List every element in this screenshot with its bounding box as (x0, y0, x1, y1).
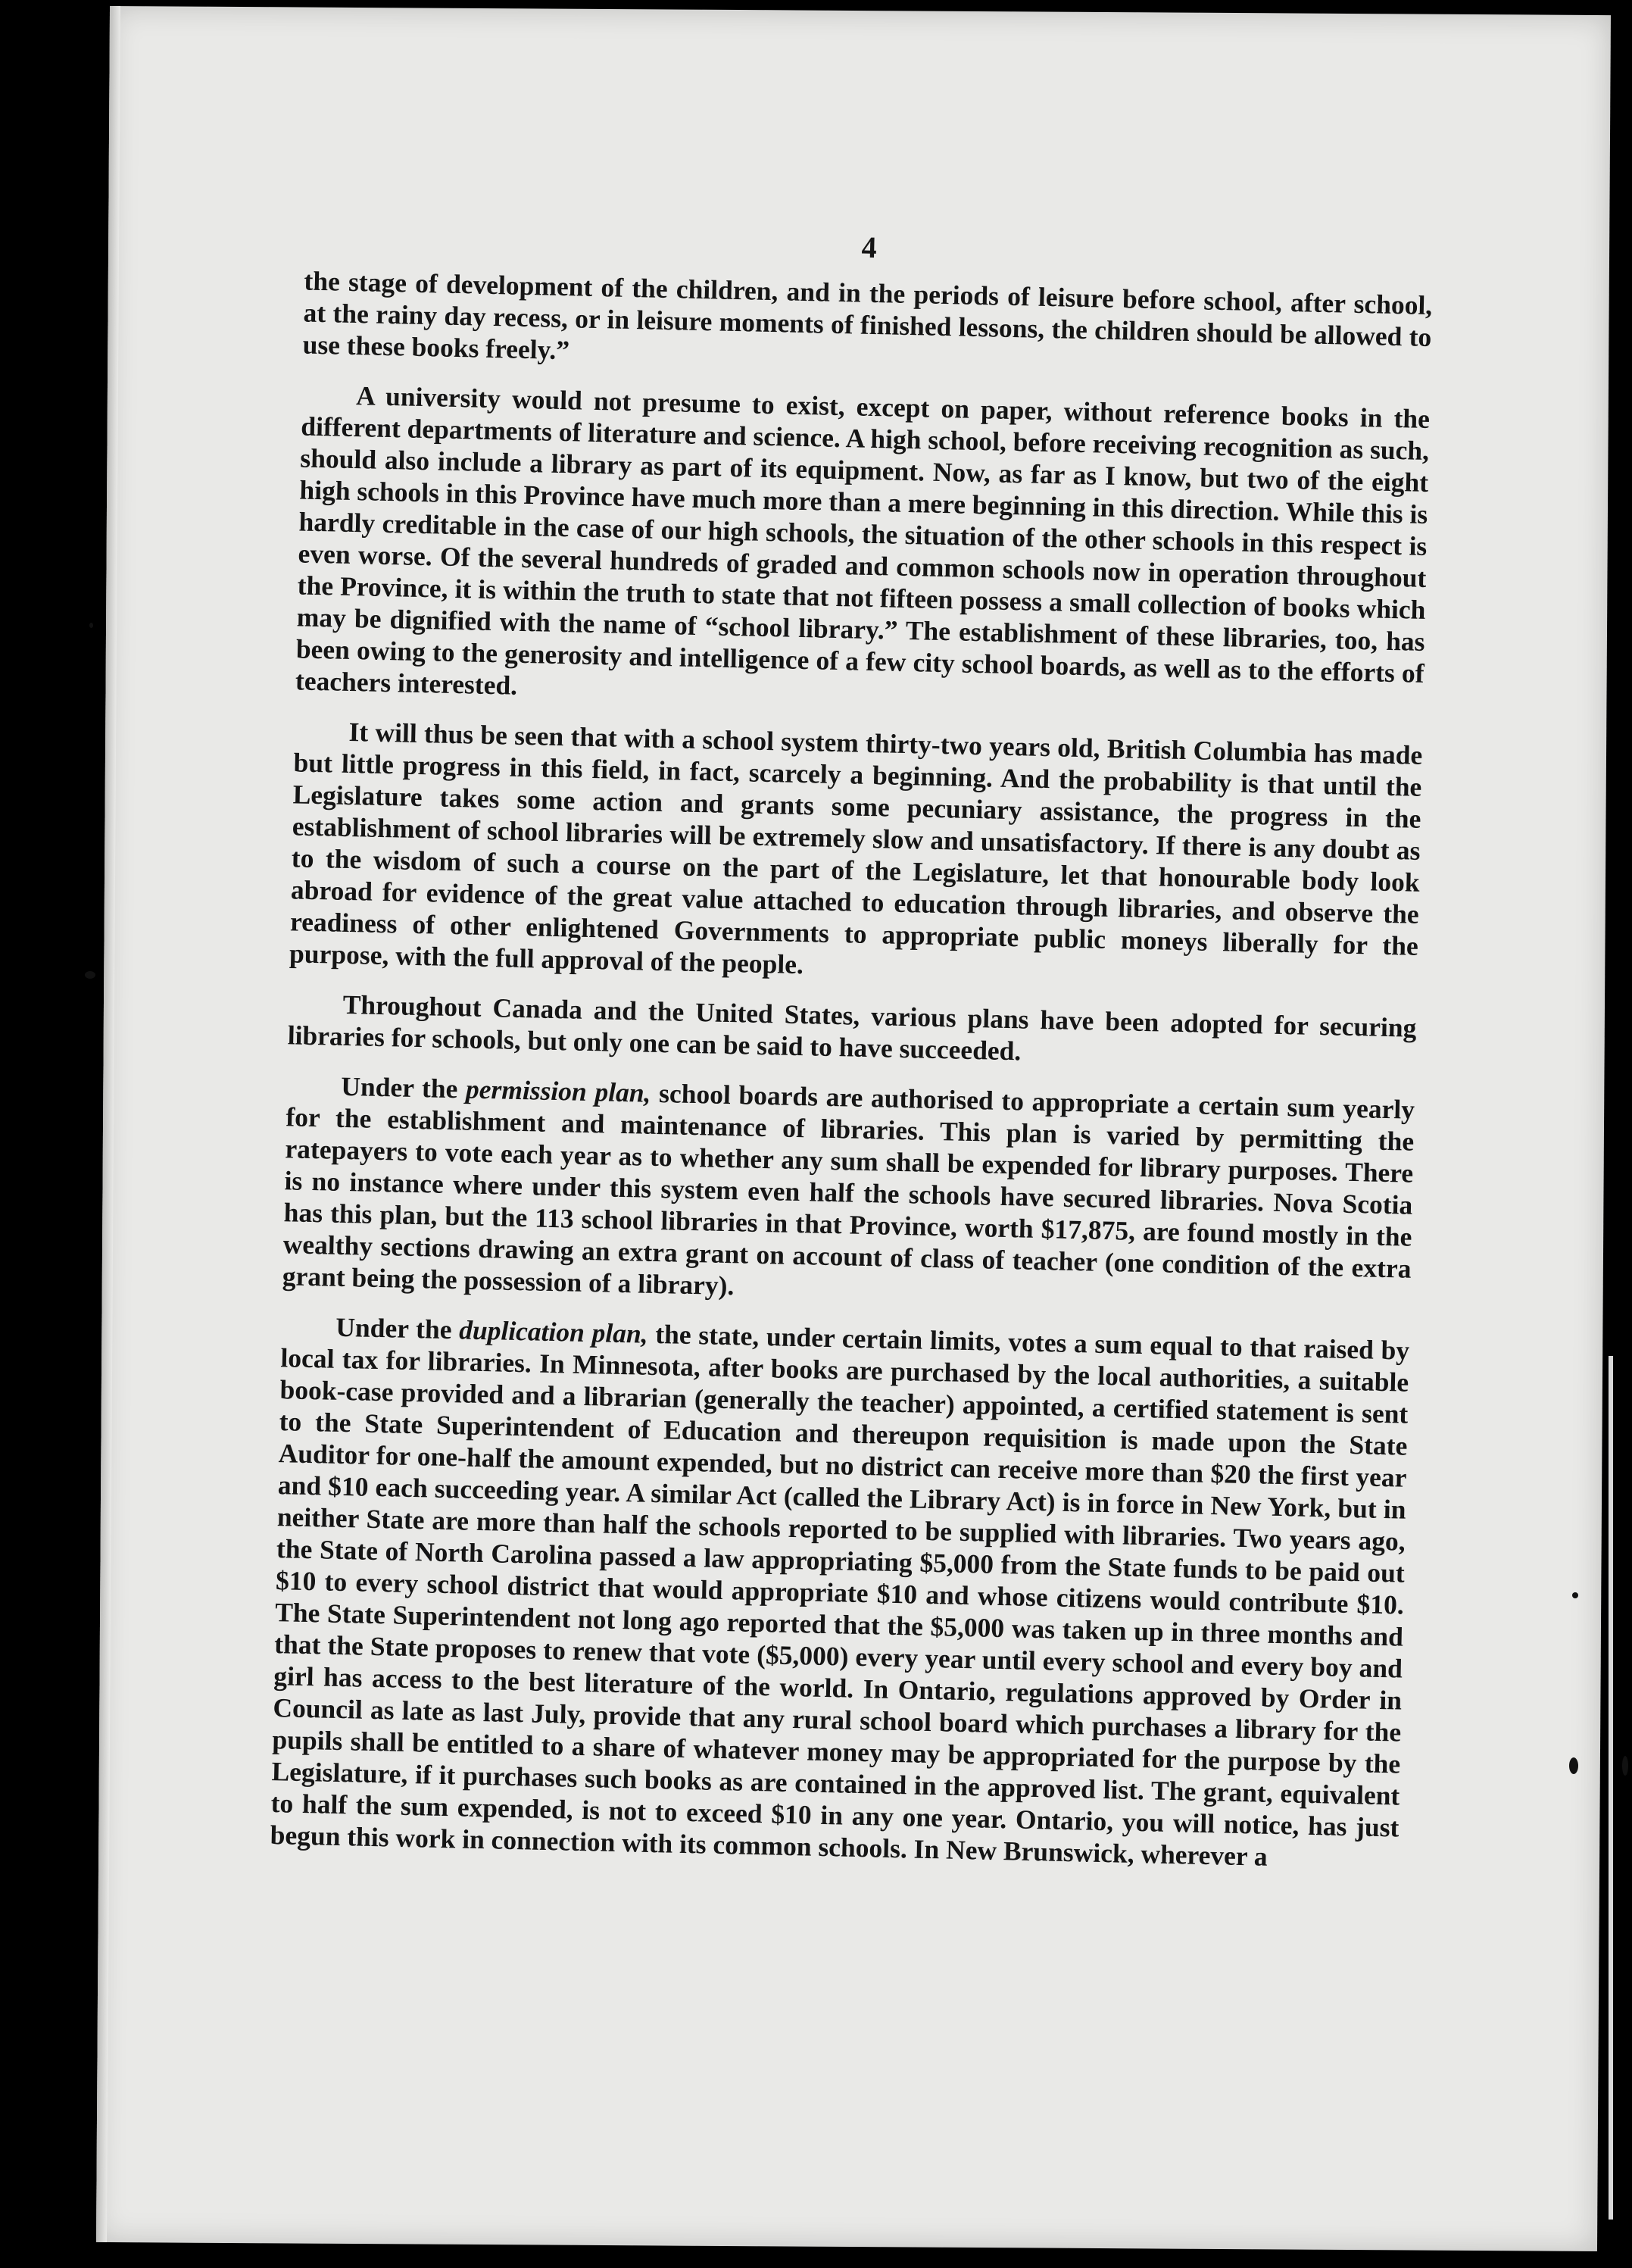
paragraph-2: A university would not presume to exist, except on paper, without reference books in the different departments of literature and science. A high school, before receiving recognition as such, should also include a library as part of its equipment. Now, as far as I know, but two of the eight high schools in this Province have much more than a mere beginning in this direction. While this is hardly creditable in the case of our high schools, the situation of the other schools in this respect is even worse. Of the several hundreds of graded and common schools now in operation throughout the Province, it is within the truth to state that not fifteen possess a small collection of books which may be dignified with the name of “school library.” The establishment of these libraries, too, has been owing to the generosity and intelligence of a few city school boards, as well as to the efforts of teachers interested. (295, 380, 1431, 701)
paragraph-4: Throughout Canada and the United States, various plans have been adopted for securing libraries for schools, but only one can be said to have succeeded. (287, 989, 1417, 1067)
scan-speck (85, 971, 95, 979)
page-text-body (270, 220, 1434, 1894)
page-number: 4 (861, 230, 878, 265)
paragraph-5-body: school boards are authorised to appropriate a certain sum yearly for the establishment and maintenance of libraries. This plan is varied by permitting the ratepayers to vote each year as to whether any sum shall be expended for library purposes. There is no instance where under this system even half the schools have secured libraries. Nova Scotia has this plan, but the 113 school libraries in that Province, worth $17,875, are found mostly in the wealthy sections drawing an extra grant on account of class of teacher (one condition of the extra grant being the possession of a library). (282, 1078, 1415, 1301)
permission-plan-term: permission plan, (465, 1073, 651, 1108)
paragraph-6-lead: Under the (335, 1311, 452, 1345)
paragraph-3: It will thus be seen that with a school system thirty-two years old, British Columbia has made but little progress in this field, in fact, scarcely a beginning. And the probability is that until the Legislature takes some action and grants some pecuniary assistance, the progress in the establishment of school libraries will be extremely slow and unsatisfactory. If there is any doubt as to the wisdom of such a course on the part of the Legislature, let that honourable body look abroad for evidence of the great value attached to education through libraries, and observe the readiness of other enlightened Governments to appropriate public moneys liberally for the purpose, with the full approval of the people. (289, 716, 1423, 980)
scan-speck (1622, 1756, 1628, 1776)
paragraph-6-body: the state, under certain limits, votes a sum equal to that raised by local tax for libraries. In Minnesota, after books are purchased by the local authorities, a suitable book-case provided and a librarian (generally the teacher) appointed, a certified statement is sent to the State Superintendent of Education and thereupon requisition is made upon the State Auditor for one-half the amount expended, but no district can receive more than $20 the first year and $10 each succeeding year. A similar Act (called the Library Act) is in force in New York, but in neither State are more than half the schools reported to be supplied with libraries. Two years ago, the State of North Carolina passed a law appropriating $5,000 from the State funds to be paid out $10 to every school district that would appropriate $10 and whose citizens would contribute $10. The State Superintendent not long ago reported that the $5,000 was taken up in three months and that the State proposes to renew that vote ($5,000) every year until every school and every boy and girl has access to the best literature of the world. In Ontario, regulations approved by Order in Council as late as last July, provide that any rural school board which purchases a library for the pupils shall be entitled to a share of whatever money may be appropriated for the purpose by the Legislature, if it purchases such books as are contained in the approved list. The grant, equivalent to half the sum expended, is not to exceed $10 in any one year. Ontario, you will notice, has just begun this work in connection with its common schools. In New Brunswick, wherever a (270, 1318, 1410, 1872)
document-page (96, 6, 1611, 2251)
paragraph-5-lead: Under the (340, 1070, 458, 1104)
duplication-plan-term: duplication plan, (458, 1314, 649, 1349)
scan-speck (1569, 1757, 1578, 1774)
scan-edge-mark (1609, 1356, 1613, 2220)
scan-speck (89, 623, 93, 628)
paragraph-6 (270, 1310, 1409, 1875)
paragraph-5 (282, 1069, 1415, 1316)
scan-speck (1572, 1592, 1578, 1598)
paragraph-1: the stage of development of the children, and in the periods of leisure before school, after school, at the rainy day recess, or in leisure moments of finished lessons, the children should be allowed to use these books freely.” (302, 265, 1433, 366)
